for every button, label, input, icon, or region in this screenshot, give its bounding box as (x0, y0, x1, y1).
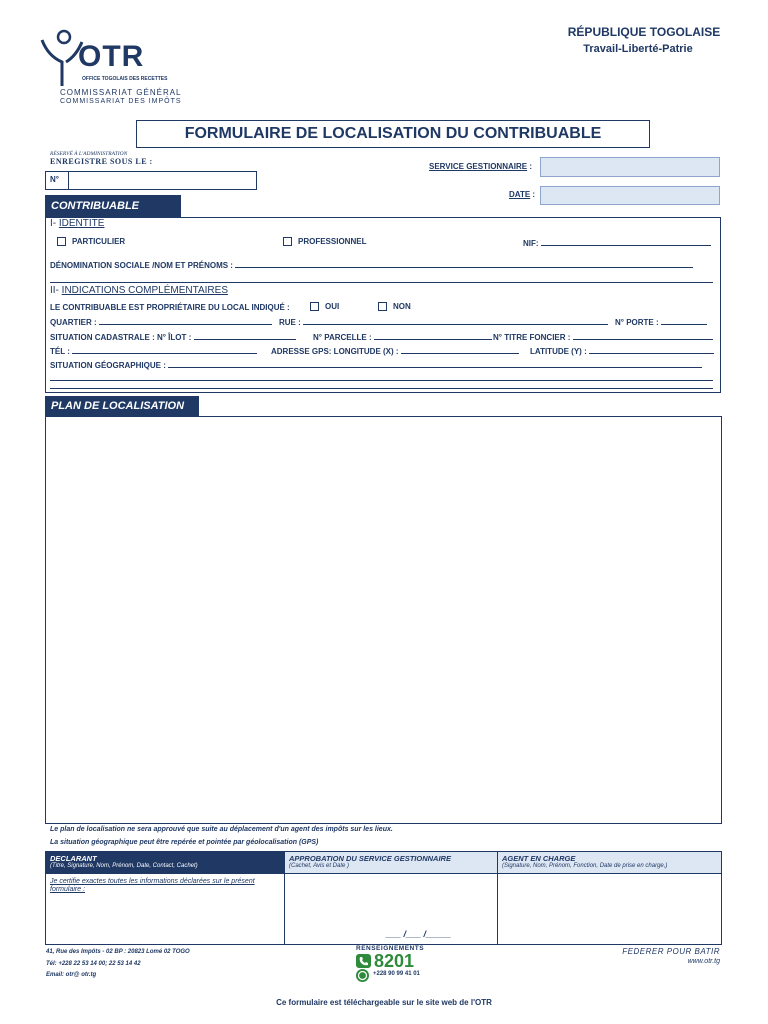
service-label: SERVICE GESTIONNAIRE : (429, 162, 532, 171)
porte-field[interactable]: N° PORTE : (615, 317, 707, 327)
commissariat-general: COMMISSARIAT GÉNÉRAL (60, 88, 182, 97)
declarant-header: DECLARANT (Titre, Signature, Nom, Prénom, Date, Contact, Cachet) (46, 852, 284, 874)
number-label: N° (50, 175, 59, 184)
registered-label: ENREGISTRE SOUS LE : (50, 157, 153, 166)
agent-column[interactable] (498, 852, 721, 944)
slogan: FEDERER POUR BATIR (622, 947, 720, 956)
particulier-option[interactable]: PARTICULIER (57, 237, 125, 246)
website-link[interactable]: www.otr.tg (687, 958, 720, 965)
certify-statement: Je certifie exactes toutes les informations déclarées sur le présent formulaire : (50, 878, 255, 893)
geo-line-3[interactable] (50, 381, 713, 391)
plan-note-gps: La situation géographique peut être repérée et pointée par géolocalisation (GPS) (50, 839, 319, 846)
nif-field[interactable]: NIF: (523, 238, 711, 248)
owner-question: LE CONTRIBUABLE EST PROPRIÉTAIRE DU LOCAL INDIQUÉ : (50, 303, 290, 312)
hotline-number: 8201 (374, 951, 415, 971)
republic-motto: Travail-Liberté-Patrie (583, 43, 693, 55)
whatsapp-number: +228 90 99 41 01 (373, 971, 420, 977)
approbation-header: APPROBATION DU SERVICE GESTIONNAIRE (Cachet, Avis et Date ) (285, 852, 497, 874)
plan-note-approval: Le plan de localisation ne sera approuvé que suite au déplacement d'un agent des impôts sur les lieux. (50, 826, 393, 833)
oui-option[interactable]: OUI (310, 302, 339, 311)
denomination-field[interactable]: DÉNOMINATION SOCIALE /NOM ET PRÉNOMS : (50, 260, 693, 270)
non-option[interactable]: NON (378, 302, 411, 311)
agent-header: AGENT EN CHARGE (Signature, Nom, Prénom, Fonction, Date de prise en charge,) (498, 852, 721, 874)
oui-checkbox[interactable] (310, 302, 319, 311)
service-gestionnaire-field[interactable] (540, 157, 720, 177)
identity-heading: I- IDENTITE (50, 218, 105, 229)
latitude-field[interactable]: LATITUDE (Y) : (530, 346, 714, 356)
date-label: DATE : (509, 190, 536, 199)
download-note: Ce formulaire est téléchargeable sur le site web de l'OTR (276, 998, 492, 1007)
logo-text: OTR (78, 40, 145, 73)
phone-line: Tél: +228 22 53 14 00; 22 53 14 42 (46, 961, 141, 967)
tel-field[interactable]: TÉL : (50, 346, 257, 356)
complementary-heading: II- INDICATIONS COMPLÉMENTAIRES (50, 285, 228, 296)
logo-subtitle: OFFICE TOGOLAIS DES RECETTES (82, 76, 168, 82)
republic-title: RÉPUBLIQUE TOGOLAISE (567, 25, 721, 39)
phone-icon (356, 954, 371, 968)
approval-date-slots[interactable]: ___ /___ /_____ (386, 929, 452, 939)
registration-number-field[interactable] (45, 171, 257, 190)
email-line: Email: otr@ otr.tg (46, 972, 97, 978)
number-divider (68, 172, 69, 189)
non-checkbox[interactable] (378, 302, 387, 311)
address-line: 41, Rue des Impôts - 02 BP : 20823 Lomé 02 TOGO (46, 949, 190, 955)
ilot-field[interactable]: SITUATION CADASTRALE : N° ÎLOT : (50, 332, 296, 342)
plan-drawing-area[interactable] (45, 416, 722, 824)
commissariat-impots: COMMISSARIAT DES IMPÔTS (60, 98, 182, 105)
rue-field[interactable]: RUE : (279, 317, 608, 327)
particulier-checkbox[interactable] (57, 237, 66, 246)
professionnel-option[interactable]: PROFESSIONNEL (283, 237, 366, 246)
date-field[interactable] (540, 186, 720, 205)
geo-field[interactable]: SITUATION GÉOGRAPHIQUE : (50, 360, 702, 370)
whatsapp-icon (356, 969, 369, 982)
professionnel-checkbox[interactable] (283, 237, 292, 246)
form-title: FORMULAIRE DE LOCALISATION DU CONTRIBUABLE (136, 120, 650, 148)
titre-foncier-field[interactable]: N° TITRE FONCIER : (493, 332, 713, 342)
renseignements-label: RENSEIGNEMENTS (356, 945, 425, 952)
quartier-field[interactable]: QUARTIER : (50, 317, 272, 327)
parcelle-field[interactable]: N° PARCELLE : (313, 332, 492, 342)
signature-table (45, 851, 722, 945)
plan-tab: PLAN DE LOCALISATION (45, 396, 199, 416)
declarant-column[interactable] (46, 852, 285, 944)
contribuable-tab: CONTRIBUABLE (45, 195, 181, 217)
denomination-line-2[interactable] (50, 275, 713, 285)
reserved-admin-label: RÉSERVÉ À L'ADMINISTRATION (50, 151, 128, 157)
longitude-field[interactable]: ADRESSE GPS: LONGITUDE (X) : (271, 346, 519, 356)
